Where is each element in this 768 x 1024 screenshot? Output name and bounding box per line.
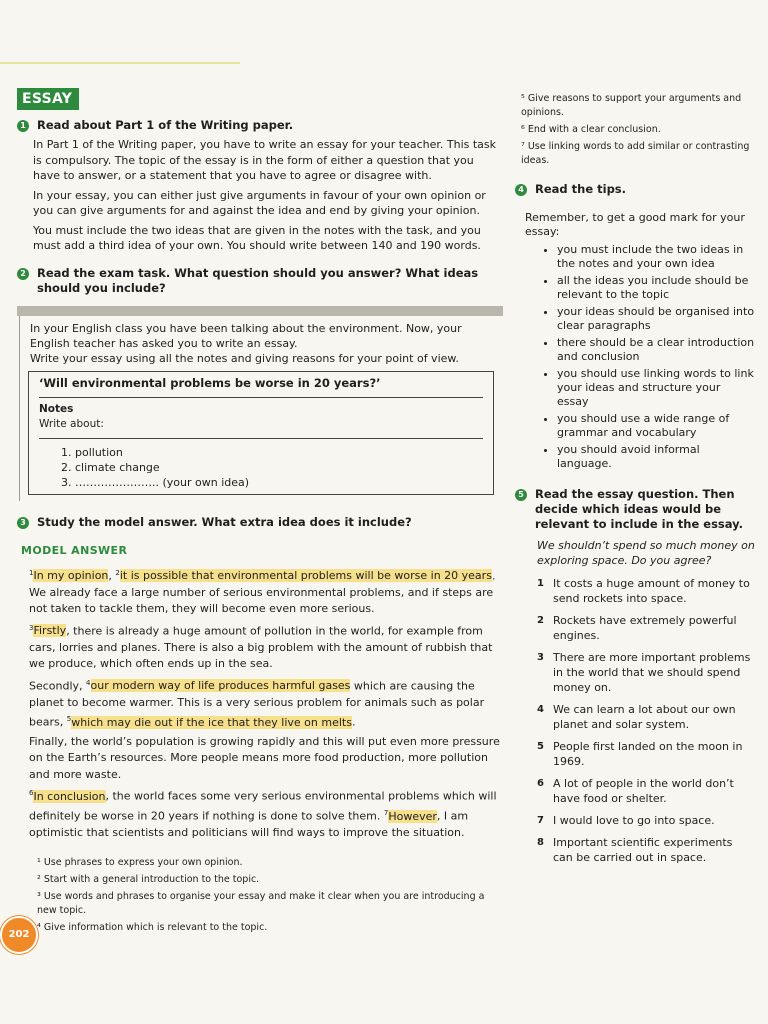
task-instruction: Write your essay using all the notes and giving reasons for your point of view.: [30, 351, 459, 365]
exercise-title: Read the tips.: [535, 182, 627, 196]
footnote-marker: 1: [29, 568, 34, 577]
section-badge: ESSAY: [17, 88, 79, 110]
item-text: Important scientific experiments can be carried out in space.: [553, 836, 733, 864]
tips-list: [525, 243, 755, 471]
highlight: In conclusion: [33, 789, 106, 803]
highlight: which may die out if the ice that they live on melts: [71, 716, 352, 730]
list-item: [537, 776, 755, 806]
list-item: • your ideas should be organised into clear paragraphs: [557, 305, 755, 333]
divider: [39, 397, 483, 398]
model-paragraph: [29, 675, 503, 732]
tips-intro: Remember, to get a good mark for your essay:: [525, 211, 745, 238]
footnote: ⁷ Use linking words to add similar or contrasting ideas.: [521, 141, 750, 166]
footnotes-continued: [521, 92, 755, 168]
model-answer: [17, 565, 503, 842]
list-item: 3. ………………….. (your own idea): [75, 475, 483, 490]
exercise-number: 2: [17, 268, 29, 280]
list-item: • you should avoid informal language.: [557, 443, 755, 471]
exercise-5-heading: [515, 487, 755, 532]
left-column: [17, 88, 503, 938]
list-item: [537, 650, 755, 695]
exercise-3-heading: [17, 515, 503, 530]
footnote: ⁵ Give reasons to support your arguments and opinions.: [521, 93, 742, 118]
footnote: ² Start with a general introduction to the topic.: [37, 873, 260, 885]
text: , the world faces some very serious environmental problems which will definitely be worse in 20 years if nothing is done to solve them.: [29, 789, 497, 823]
list-item: [537, 835, 755, 865]
item-number: 5: [537, 741, 544, 752]
paragraph: You must include the two ideas that are given in the notes with the task, and you must add a third idea of your own. You should write between 140 and 190 words.: [33, 223, 481, 252]
text: ,: [108, 569, 116, 583]
exercise-number: 4: [515, 184, 527, 196]
footnote-marker: 4: [86, 678, 91, 687]
item-number: 7: [537, 815, 544, 826]
right-column: [515, 92, 755, 872]
list-item: [537, 813, 755, 828]
highlight: it is possible that environmental problems will be worse in 20 years: [119, 569, 492, 583]
footnote: ¹ Use phrases to express your own opinion.: [37, 856, 243, 868]
footnote-marker: 2: [115, 568, 120, 577]
essay-question: ‘Will environmental problems be worse in 20 years?’: [39, 375, 381, 390]
exercise-1-heading: [17, 118, 503, 133]
footnotes: [37, 856, 503, 935]
paragraph: In Part 1 of the Writing paper, you have to write an essay for your teacher. This task is compulsory. The topic of the essay is in the form of either a question that you have to answer, or a statement that you have to agree or disagree with.: [33, 138, 497, 182]
list-item: [537, 576, 755, 606]
task-intro: In your English class you have been talking about the environment. Now, your English teacher has asked you to write an essay.: [30, 321, 462, 350]
model-paragraph: [29, 565, 503, 618]
footnote-marker: 6: [29, 789, 34, 798]
exercise-title: Study the model answer. What extra idea does it include?: [37, 514, 412, 529]
task-question-box: [28, 371, 494, 495]
text: , I am optimistic that scientists and politicians will find ways to improve the situation.: [29, 809, 469, 840]
model-paragraph: [29, 620, 503, 673]
footnote-marker: 7: [383, 809, 389, 818]
item-number: 4: [537, 704, 544, 715]
highlight: In my opinion: [33, 569, 109, 583]
item-text: We can learn a lot about our own planet and solar system.: [553, 703, 736, 731]
divider: [39, 438, 483, 439]
notes-heading: Notes: [39, 402, 74, 415]
exercise-number: 3: [17, 517, 29, 529]
item-number: 1: [537, 578, 544, 589]
exercise-4-heading: [515, 182, 755, 197]
item-number: 3: [537, 652, 544, 663]
text: which are causing the planet to become warmer. This is a very serious problem for animals such as polar bears,: [29, 679, 485, 730]
exercise-number: 1: [17, 120, 29, 132]
footnote-marker: 3: [29, 623, 34, 632]
item-text: There are more important problems in the world that we should spend money on.: [553, 651, 751, 694]
notes-list: [39, 445, 483, 490]
item-text: It costs a huge amount of money to send rockets into space.: [553, 577, 750, 605]
exercise-2-heading: [17, 266, 503, 296]
text: .: [351, 716, 356, 730]
text: Secondly,: [29, 679, 87, 693]
exercise-number: 5: [515, 489, 527, 501]
task-header-strip: [17, 306, 503, 316]
item-text: People first landed on the moon in 1969.: [553, 740, 743, 768]
paragraph: In your essay, you can either just give arguments in favour of your own opinion or you can give arguments for and against the idea and end by giving your opinion.: [33, 188, 486, 217]
footnote: ³ Use words and phrases to organise your essay and make it clear when you are introducing a new topic.: [37, 890, 485, 916]
exercise-title: Read the exam task. What question should you answer? What ideas should you include?: [37, 265, 479, 295]
model-paragraph: [29, 785, 503, 842]
list-item: [537, 702, 755, 732]
list-item: [537, 613, 755, 643]
highlight: Firstly: [33, 624, 67, 638]
text: , there is already a huge amount of pollution in the world, for example from cars, lorries and planes. There is also a big problem with the amount of rubbish that we produce, which often ends up in the sea.: [29, 624, 493, 671]
page-number: 202: [0, 916, 38, 954]
item-text: I would love to go into space.: [553, 814, 715, 827]
highlight: our modern way of life produces harmful gases: [90, 679, 351, 693]
essay-question: We shouldn’t spend so much money on exploring space. Do you agree?: [537, 539, 755, 567]
model-paragraph: Finally, the world’s population is growing rapidly and this will put even more pressure on the Earth’s resources. More people means more food production, more pollution and more waste.: [29, 734, 500, 781]
model-answer-heading: MODEL ANSWER: [21, 543, 128, 557]
item-text: Rockets have extremely powerful engines.: [553, 614, 737, 642]
top-divider: [0, 62, 240, 64]
item-number: 8: [537, 837, 544, 848]
text: . We already face a large number of serious environmental problems, and if steps are not taken to tackle them, they will become even more serious.: [29, 569, 496, 616]
highlight: However: [388, 809, 437, 823]
list-item: • you must include the two ideas in the notes and your own idea: [557, 243, 755, 271]
list-item: • you should use a wide range of grammar and vocabulary: [557, 412, 755, 440]
list-item: 2. climate change: [75, 460, 483, 475]
options-list: [537, 576, 755, 865]
tips-box: [525, 211, 755, 471]
footnote: ⁴ Give information which is relevant to the topic.: [37, 921, 268, 933]
list-item: 1. pollution: [75, 445, 483, 460]
list-item: [537, 739, 755, 769]
exercise-title: Read about Part 1 of the Writing paper.: [37, 118, 294, 132]
list-item: • there should be a clear introduction and conclusion: [557, 336, 755, 364]
item-number: 6: [537, 778, 544, 789]
item-text: A lot of people in the world don’t have food or shelter.: [553, 777, 734, 805]
list-item: • you should use linking words to link your ideas and structure your essay: [557, 367, 755, 409]
footnote: ⁶ End with a clear conclusion.: [521, 124, 661, 135]
notes-subheading: Write about:: [39, 417, 104, 430]
exercise-title: Read the essay question. Then decide which ideas would be relevant to include in the essay.: [535, 487, 743, 531]
exam-task: [19, 316, 503, 501]
item-number: 2: [537, 615, 544, 626]
list-item: • all the ideas you include should be relevant to the topic: [557, 274, 755, 302]
footnote-marker: 5: [66, 715, 72, 724]
